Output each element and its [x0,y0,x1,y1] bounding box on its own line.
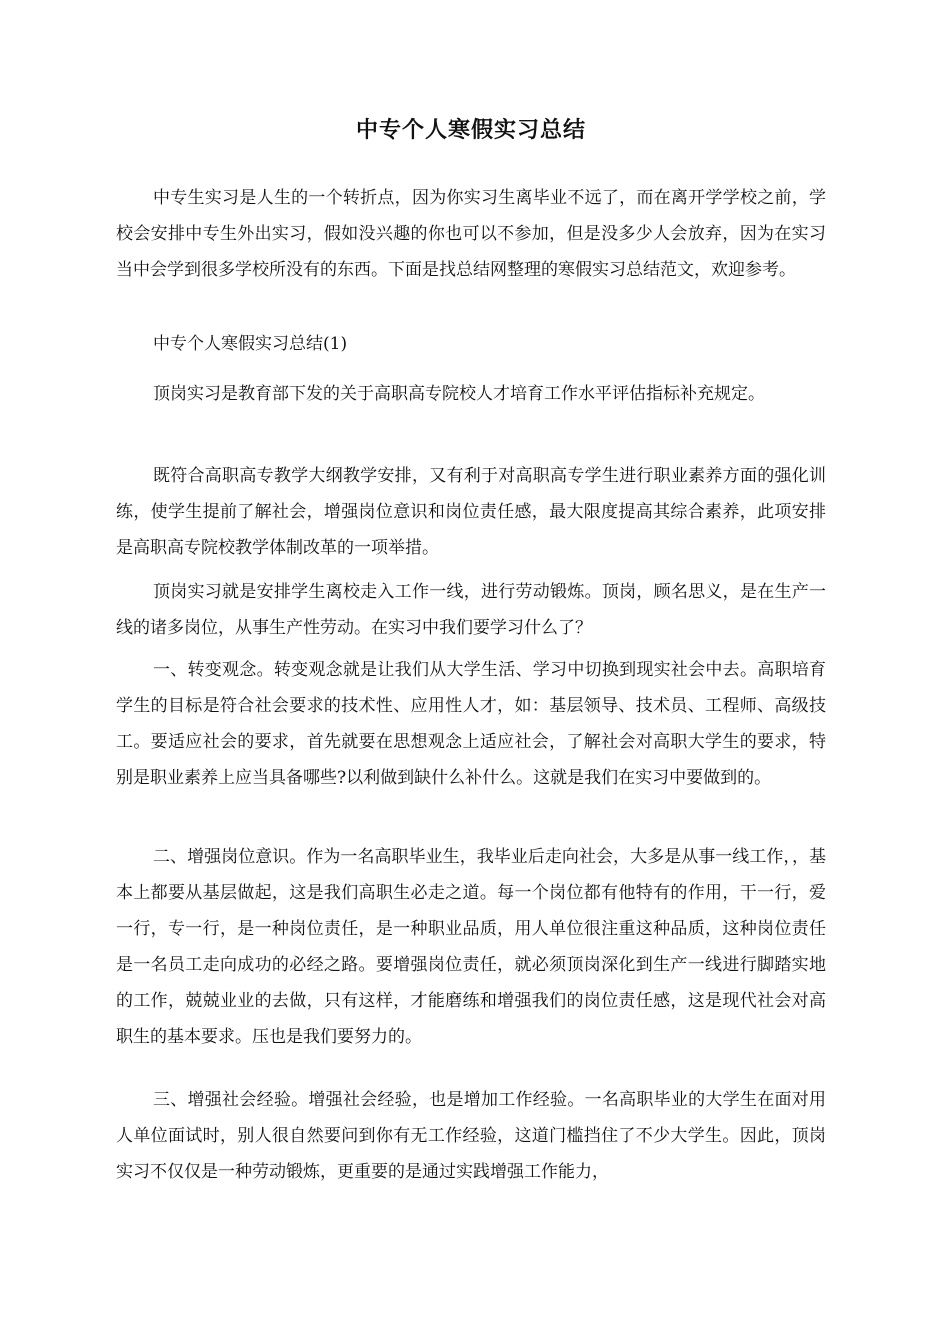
document-title: 中专个人寒假实习总结 [355,118,586,143]
paragraph: 既符合高职高专教学大纲教学安排，又有利于对高职高专学生进行职业素养方面的强化训练，使学生提前了解社会，增强岗位意识和岗位责任感，最大限度提高其综合素养，此项安排是高职高专院校教学体制改革的一项举措。 [116,466,826,558]
paragraph: 二、增强岗位意识。作为一名高职毕业生，我毕业后走向社会，大多是从事一线工作，，基本上都要从基层做起，这是我们高职生必走之道。每一个岗位都有他特有的作用，干一行，爱一行，专一行，是一种岗位责任，是一种职业品质，用人单位很注重这种品质，这种岗位责任是一名员工走向成功的必经之路。要增强岗位责任，就必须顶岗深化到生产一线进行脚踏实地的工作，兢兢业业的去做，只有这样，才能磨练和增强我们的岗位责任感，这是现代社会对高职生的基本要求。压也是我们要努力的。 [116,847,826,1047]
section-heading: 中专个人寒假实习总结(1) [153,334,348,354]
paragraph: 顶岗实习就是安排学生离校走入工作一线，进行劳动锻炼。顶岗，顾名思义，是在生产一线的诸多岗位，从事生产性劳动。在实习中我们要学习什么了？ [116,582,826,638]
paragraph: 三、增强社会经验。增强社会经验，也是增加工作经验。一名高职毕业的大学生在面对用人单位面试时，别人很自然要问到你有无工作经验，这道门槛挡住了不少大学生。因此，顶岗实习不仅仅是一种劳动锻炼，更重要的是通过实践增强工作能力， [116,1090,826,1182]
document-page [116,0,826,1344]
paragraph: 顶岗实习是教育部下发的关于高职高专院校人才培育工作水平评估指标补充规定。 [153,384,765,404]
paragraph: 一、转变观念。转变观念就是让我们从大学生活、学习中切换到现实社会中去。高职培育学生的目标是符合社会要求的技术性、应用性人才，如：基层领导、技术员、工程师、高级技工。要适应社会的要求，首先就要在思想观念上适应社会，了解社会对高职大学生的要求，特别是职业素养上应当具备哪些?以利做到缺什么补什么。这就是我们在实习中要做到的。 [116,660,826,788]
paragraph-intro: 中专生实习是人生的一个转折点，因为你实习生离毕业不远了，而在离开学学校之前，学校会安排中专生外出实习，假如没兴趣的你也可以不参加，但是没多少人会放弃，因为在实习当中会学到很多学校所没有的东西。下面是找总结网整理的寒假实习总结范文，欢迎参考。 [116,188,826,280]
